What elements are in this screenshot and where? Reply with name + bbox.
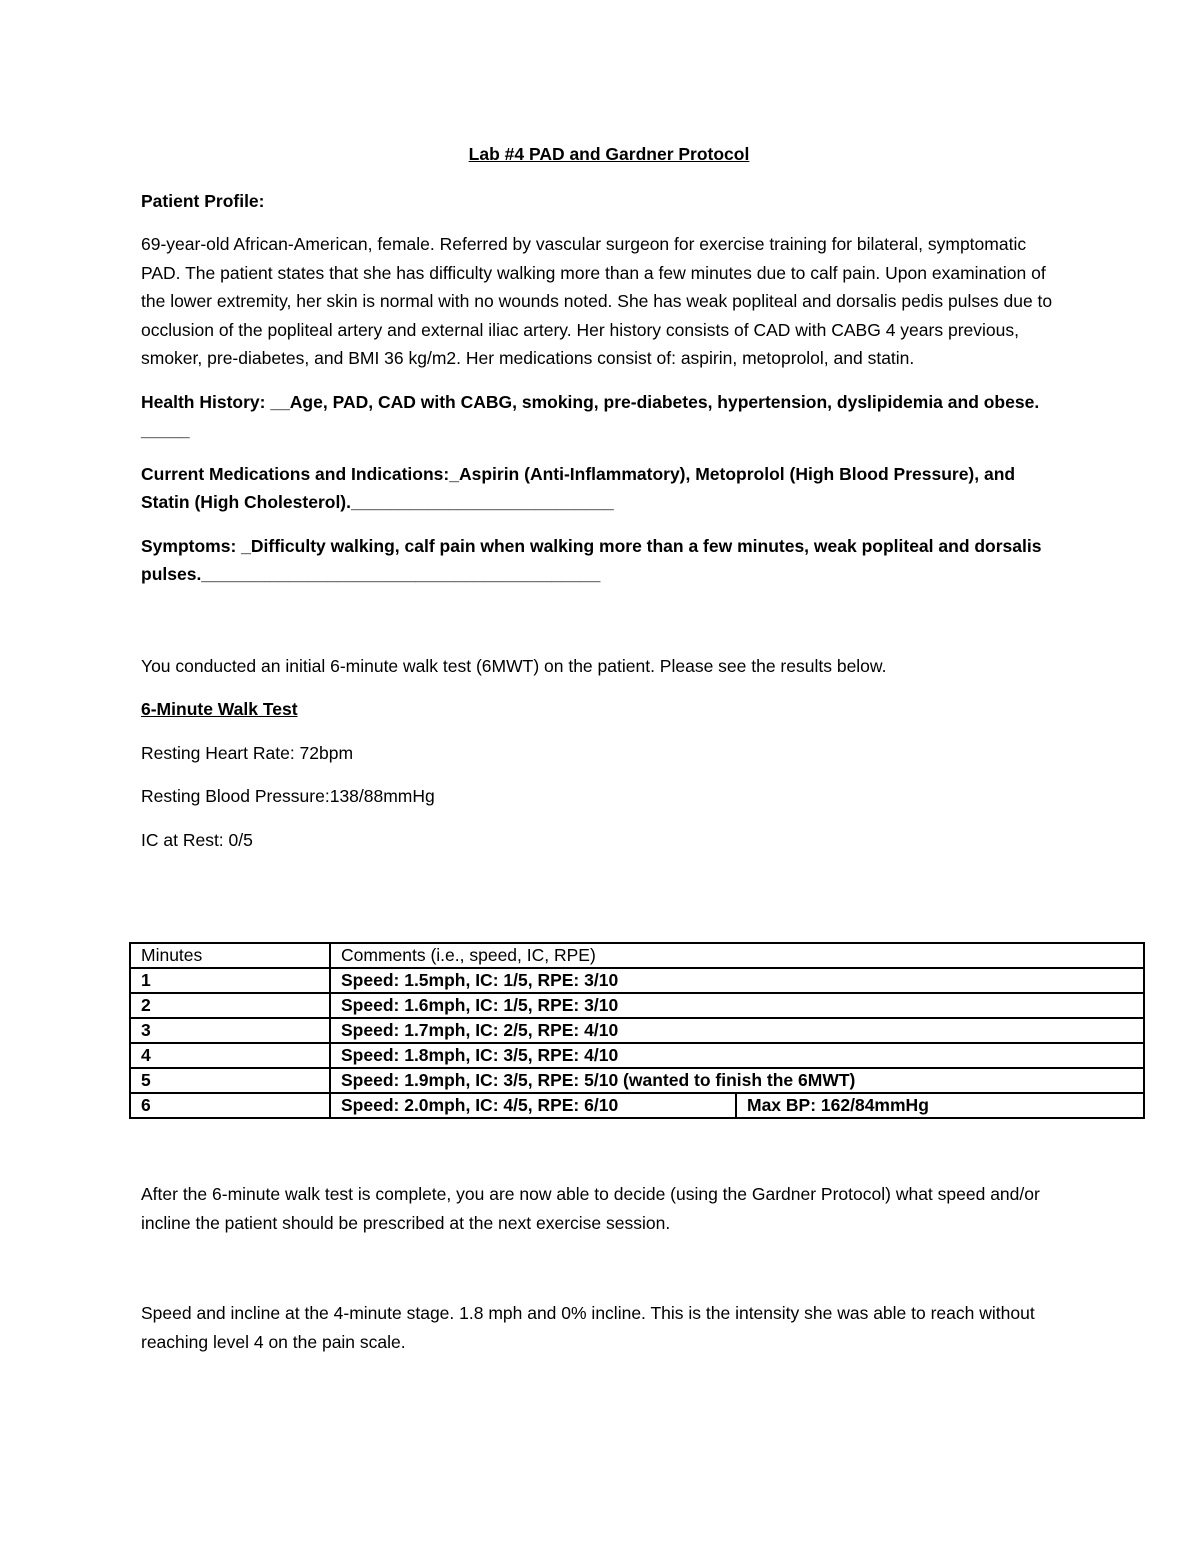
current-medications-value: _Aspirin (Anti-Inflammatory), Metoprolol (High Blood Pressure), and Statin (High Cholesterol).___________________________ [141, 463, 1016, 512]
table-header-minutes: Minutes [130, 943, 330, 968]
document-conclusion [141, 1180, 1061, 1418]
table-cell-comment: Speed: 2.0mph, IC: 4/5, RPE: 6/10 [330, 1093, 736, 1118]
table-cell-minute: 5 [130, 1068, 330, 1093]
table-header-row [130, 943, 1144, 968]
health-history [141, 388, 1061, 445]
table-row [130, 1043, 1144, 1068]
walk-test-table [129, 942, 1145, 1119]
resting-heart-rate: Resting Heart Rate: 72bpm [141, 742, 354, 763]
table-cell-comment: Speed: 1.5mph, IC: 1/5, RPE: 3/10 [330, 968, 1144, 993]
patient-profile-heading: Patient Profile: [141, 190, 265, 211]
walk-test-heading: 6-Minute Walk Test [141, 699, 298, 719]
document-body [141, 140, 1061, 869]
table-cell-max-bp: Max BP: 162/84mmHg [736, 1093, 1144, 1118]
health-history-label: Health History: [141, 391, 266, 412]
current-medications-label: Current Medications and Indications: [141, 463, 450, 484]
table-cell-comment: Speed: 1.9mph, IC: 3/5, RPE: 5/10 (wanted to finish the 6MWT) [330, 1068, 1144, 1093]
symptoms-value: _Difficulty walking, calf pain when walking more than a few minutes, weak popliteal and dorsalis pulses._________________________________________ [141, 535, 1042, 584]
ic-at-rest: IC at Rest: 0/5 [141, 829, 253, 850]
walk-test-intro: You conducted an initial 6-minute walk test (6MWT) on the patient. Please see the results below. [141, 655, 887, 676]
table-cell-minute: 6 [130, 1093, 330, 1118]
table-row [130, 968, 1144, 993]
health-history-value: __Age, PAD, CAD with CABG, smoking, pre-diabetes, hypertension, dyslipidemia and obese. _____ [141, 391, 1040, 440]
table-row [130, 1018, 1144, 1043]
resting-blood-pressure: Resting Blood Pressure:138/88mmHg [141, 786, 435, 806]
table-header-comments: Comments (i.e., speed, IC, RPE) [330, 943, 1144, 968]
current-medications [141, 460, 1061, 517]
table-cell-minute: 2 [130, 993, 330, 1018]
table-cell-minute: 3 [130, 1018, 330, 1043]
table-cell-comment: Speed: 1.7mph, IC: 2/5, RPE: 4/10 [330, 1018, 1144, 1043]
document-title: Lab #4 PAD and Gardner Protocol [468, 144, 750, 164]
patient-profile-text: 69-year-old African-American, female. Referred by vascular surgeon for exercise training for bilateral, symptomatic PAD. The patient states that she has difficulty walking more than a few minutes due to calf pain. Upon examination of the lower extremity, her skin is normal with no wounds noted. She has weak popliteal and dorsalis pedis pulses due to occlusion of the popliteal artery and external iliac artery. Her history consists of CAD with CABG 4 years previous, smoker, pre-diabetes, and BMI 36 kg/m2. Her medications consist of: aspirin, metoprolol, and statin. [141, 234, 1053, 368]
symptoms [141, 532, 1061, 589]
table-cell-comment: Speed: 1.8mph, IC: 3/5, RPE: 4/10 [330, 1043, 1144, 1068]
table-row [130, 993, 1144, 1018]
table-row [130, 1093, 1144, 1118]
after-test-text: After the 6-minute walk test is complete, you are now able to decide (using the Gardner Protocol) what speed and/or incline the patient should be prescribed at the next exercise session. [141, 1184, 1040, 1233]
table-cell-minute: 4 [130, 1043, 330, 1068]
symptoms-label: Symptoms: [141, 535, 237, 556]
table-cell-minute: 1 [130, 968, 330, 993]
table-cell-comment: Speed: 1.6mph, IC: 1/5, RPE: 3/10 [330, 993, 1144, 1018]
table-row [130, 1068, 1144, 1093]
prescription-answer: Speed and incline at the 4-minute stage. 1.8 mph and 0% incline. This is the intensity she was able to reach without reaching level 4 on the pain scale. [141, 1303, 1035, 1352]
